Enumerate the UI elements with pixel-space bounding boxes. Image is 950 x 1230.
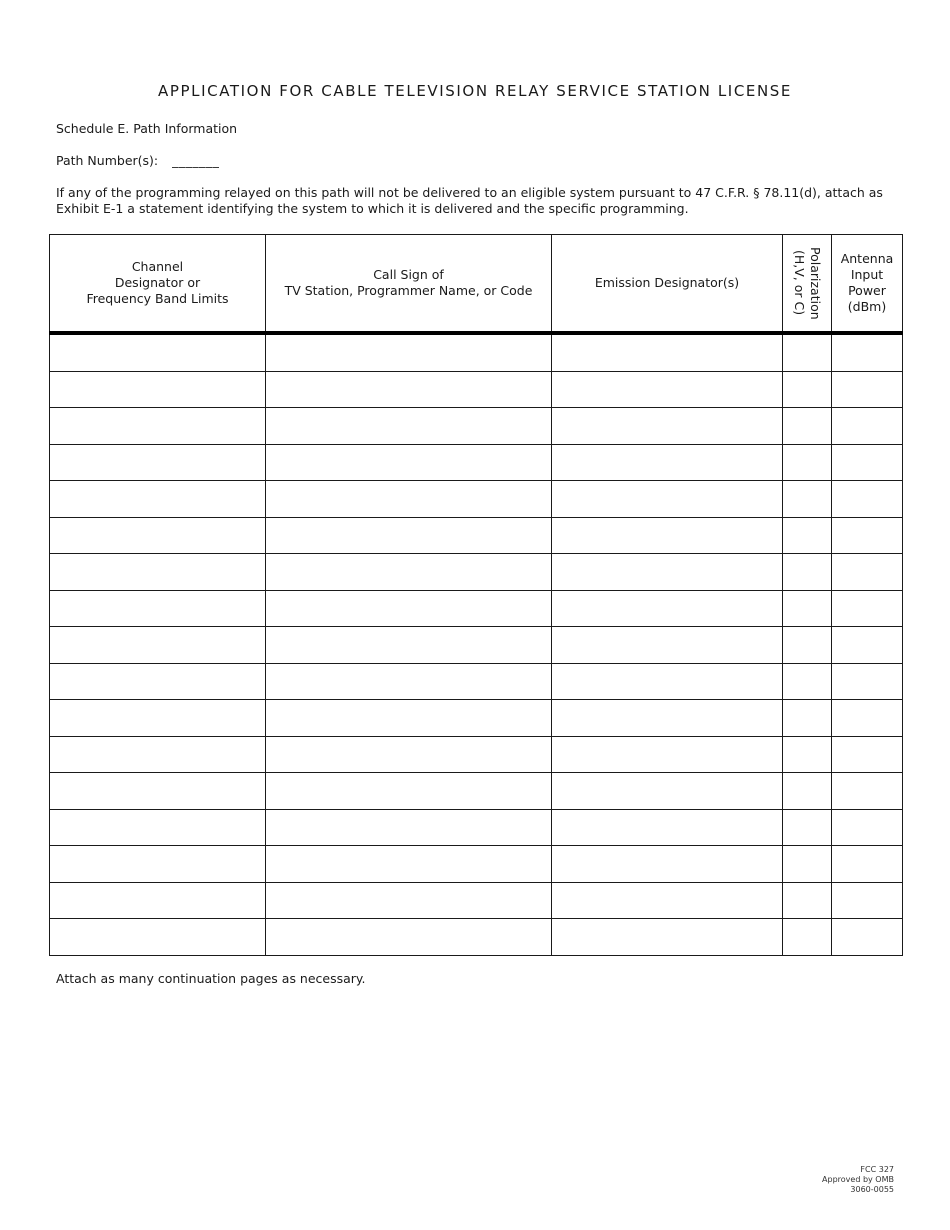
table-row (50, 919, 903, 956)
cell-antenna-input-power[interactable] (832, 371, 903, 408)
table-row (50, 517, 903, 554)
cell-emission-designator[interactable] (552, 554, 783, 591)
omb-approval: Approved by OMB (822, 1175, 894, 1184)
cell-emission-designator[interactable] (552, 773, 783, 810)
cell-emission-designator[interactable] (552, 882, 783, 919)
cell-polarization[interactable] (783, 408, 832, 445)
cell-channel[interactable] (50, 846, 266, 883)
cell-antenna-input-power[interactable] (832, 481, 903, 518)
cell-emission-designator[interactable] (552, 919, 783, 956)
cell-channel[interactable] (50, 554, 266, 591)
cell-channel[interactable] (50, 736, 266, 773)
header-channel: Channel Designator or Frequency Band Limits (50, 235, 266, 334)
cell-call-sign[interactable] (266, 736, 552, 773)
table-header-row (50, 235, 903, 334)
cell-emission-designator[interactable] (552, 371, 783, 408)
cell-polarization[interactable] (783, 481, 832, 518)
cell-emission-designator[interactable] (552, 700, 783, 737)
cell-call-sign[interactable] (266, 663, 552, 700)
table-row (50, 700, 903, 737)
cell-call-sign[interactable] (266, 882, 552, 919)
cell-polarization[interactable] (783, 517, 832, 554)
cell-antenna-input-power[interactable] (832, 333, 903, 371)
omb-number: 3060-0055 (850, 1185, 894, 1194)
header-antenna-input-power: Antenna Input Power (dBm) (832, 235, 903, 334)
cell-polarization[interactable] (783, 554, 832, 591)
cell-antenna-input-power[interactable] (832, 554, 903, 591)
cell-antenna-input-power[interactable] (832, 773, 903, 810)
cell-polarization[interactable] (783, 882, 832, 919)
form-title: APPLICATION FOR CABLE TELEVISION RELAY SERVICE STATION LICENSE (157, 82, 793, 100)
schedule-heading: Schedule E. Path Information (56, 121, 238, 136)
cell-polarization[interactable] (783, 663, 832, 700)
form-identifier (822, 1165, 894, 1195)
cell-channel[interactable] (50, 773, 266, 810)
cell-antenna-input-power[interactable] (832, 408, 903, 445)
table-row (50, 371, 903, 408)
cell-channel[interactable] (50, 371, 266, 408)
cell-channel[interactable] (50, 700, 266, 737)
cell-polarization[interactable] (783, 371, 832, 408)
cell-polarization[interactable] (783, 809, 832, 846)
cell-polarization[interactable] (783, 846, 832, 883)
cell-call-sign[interactable] (266, 481, 552, 518)
table-row (50, 408, 903, 445)
table-row (50, 882, 903, 919)
cell-polarization[interactable] (783, 627, 832, 664)
cell-channel[interactable] (50, 333, 266, 371)
cell-call-sign[interactable] (266, 627, 552, 664)
header-polarization: Polarization (H,V, or C) (783, 235, 832, 334)
cell-emission-designator[interactable] (552, 590, 783, 627)
cell-antenna-input-power[interactable] (832, 809, 903, 846)
cell-polarization[interactable] (783, 919, 832, 956)
cell-call-sign[interactable] (266, 590, 552, 627)
cell-polarization[interactable] (783, 590, 832, 627)
cell-antenna-input-power[interactable] (832, 919, 903, 956)
cell-call-sign[interactable] (266, 700, 552, 737)
cell-emission-designator[interactable] (552, 627, 783, 664)
cell-call-sign[interactable] (266, 333, 552, 371)
table-body (50, 333, 903, 956)
cell-emission-designator[interactable] (552, 663, 783, 700)
table-row (50, 333, 903, 371)
cell-call-sign[interactable] (266, 919, 552, 956)
table-row (50, 809, 903, 846)
cell-emission-designator[interactable] (552, 809, 783, 846)
cell-call-sign[interactable] (266, 554, 552, 591)
cell-emission-designator[interactable] (552, 333, 783, 371)
path-number-input[interactable]: _______ (172, 153, 220, 168)
table-row (50, 663, 903, 700)
cell-channel[interactable] (50, 919, 266, 956)
header-emission-designator: Emission Designator(s) (552, 235, 783, 334)
cell-channel[interactable] (50, 882, 266, 919)
cell-antenna-input-power[interactable] (832, 627, 903, 664)
table-row (50, 590, 903, 627)
cell-polarization[interactable] (783, 700, 832, 737)
cell-call-sign[interactable] (266, 408, 552, 445)
cell-call-sign[interactable] (266, 846, 552, 883)
table-row (50, 773, 903, 810)
cell-antenna-input-power[interactable] (832, 700, 903, 737)
cell-antenna-input-power[interactable] (832, 882, 903, 919)
cell-antenna-input-power[interactable] (832, 444, 903, 481)
cell-channel[interactable] (50, 809, 266, 846)
table-row (50, 481, 903, 518)
table-row (50, 444, 903, 481)
cell-call-sign[interactable] (266, 444, 552, 481)
cell-channel[interactable] (50, 590, 266, 627)
path-number-field (56, 153, 219, 168)
cell-emission-designator[interactable] (552, 517, 783, 554)
continuation-note: Attach as many continuation pages as necessary. (56, 971, 366, 986)
instruction-text: If any of the programming relayed on this path will not be delivered to an eligible system pursuant to 47 C.F.R. § 78.11(d), attach as Exhibit E-1 a statement identifying the system to which it is delivered and the specific programming. (56, 185, 883, 216)
table-row (50, 736, 903, 773)
header-call-sign: Call Sign of TV Station, Programmer Name, or Code (266, 235, 552, 334)
table-row (50, 627, 903, 664)
cell-antenna-input-power[interactable] (832, 846, 903, 883)
cell-antenna-input-power[interactable] (832, 590, 903, 627)
table-row (50, 554, 903, 591)
cell-call-sign[interactable] (266, 371, 552, 408)
cell-call-sign[interactable] (266, 773, 552, 810)
cell-polarization[interactable] (783, 444, 832, 481)
form-number: FCC 327 (860, 1165, 894, 1174)
cell-channel[interactable] (50, 444, 266, 481)
cell-channel[interactable] (50, 663, 266, 700)
cell-emission-designator[interactable] (552, 444, 783, 481)
path-information-table (49, 234, 903, 956)
cell-emission-designator[interactable] (552, 408, 783, 445)
cell-emission-designator[interactable] (552, 736, 783, 773)
cell-channel[interactable] (50, 408, 266, 445)
cell-polarization[interactable] (783, 773, 832, 810)
cell-channel[interactable] (50, 517, 266, 554)
cell-antenna-input-power[interactable] (832, 517, 903, 554)
path-number-label: Path Number(s): (56, 153, 159, 168)
cell-call-sign[interactable] (266, 517, 552, 554)
cell-antenna-input-power[interactable] (832, 663, 903, 700)
cell-emission-designator[interactable] (552, 846, 783, 883)
cell-channel[interactable] (50, 627, 266, 664)
cell-antenna-input-power[interactable] (832, 736, 903, 773)
cell-polarization[interactable] (783, 736, 832, 773)
table-row (50, 846, 903, 883)
cell-channel[interactable] (50, 481, 266, 518)
cell-emission-designator[interactable] (552, 481, 783, 518)
cell-polarization[interactable] (783, 333, 832, 371)
cell-call-sign[interactable] (266, 809, 552, 846)
